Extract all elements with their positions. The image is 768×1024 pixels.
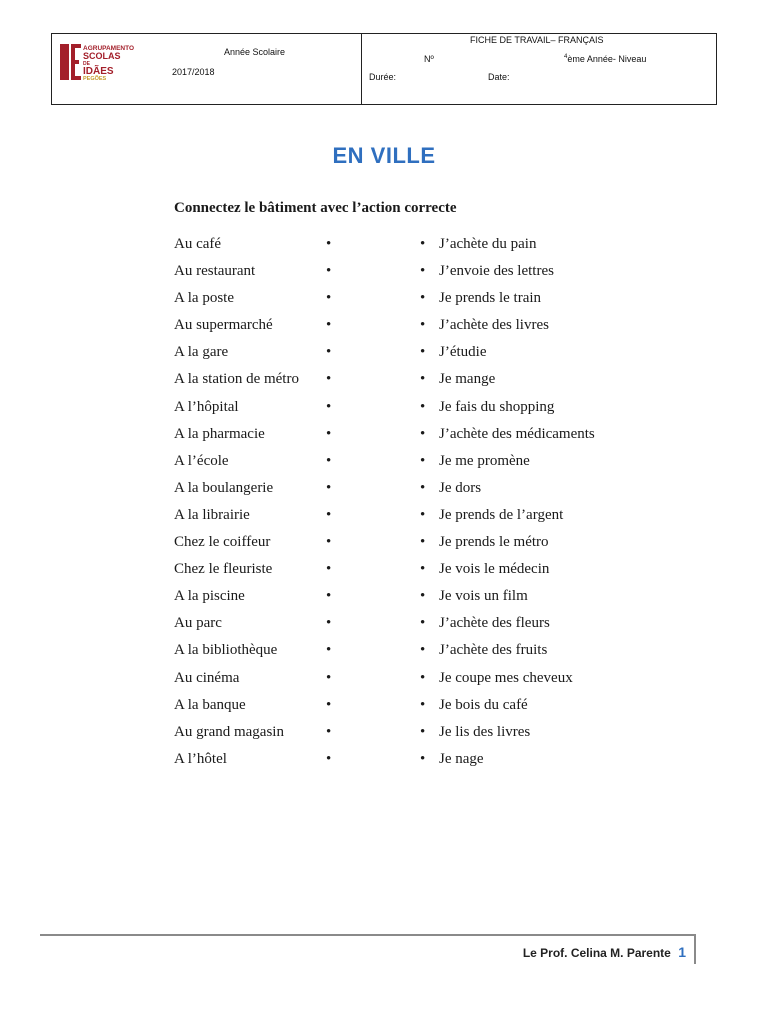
page-number: 1 <box>678 944 686 960</box>
matching-row <box>0 453 768 480</box>
matching-row <box>0 426 768 453</box>
school-year-value: 2017/2018 <box>172 67 215 77</box>
right-bullet: • <box>420 290 426 307</box>
page-title: EN VILLE <box>332 143 436 168</box>
worksheet-title: FICHE DE TRAVAIL– FRANÇAIS <box>470 35 604 45</box>
building-label: Au café <box>174 236 222 252</box>
building-label: A la piscine <box>174 588 245 605</box>
matching-row <box>0 263 768 290</box>
right-bullet: • <box>420 398 426 415</box>
building-label: Au restaurant <box>174 263 256 280</box>
building-label: A la banque <box>174 696 246 713</box>
header-right-cell <box>362 34 716 104</box>
school-logo <box>60 42 135 82</box>
number-label: Nº <box>424 54 434 64</box>
building-label: Au parc <box>174 615 222 632</box>
right-bullet: • <box>420 696 426 713</box>
right-bullet: • <box>420 425 426 442</box>
footer-divider <box>40 934 696 936</box>
right-bullet: • <box>420 588 426 605</box>
right-bullet: • <box>420 479 426 496</box>
right-bullet: • <box>420 371 426 388</box>
school-year-label: Année Scolaire <box>224 47 286 57</box>
action-label: Je prends le métro <box>439 534 549 551</box>
matching-row <box>0 507 768 534</box>
left-bullet: • <box>326 425 332 442</box>
action-label: Je bois du café <box>439 696 528 713</box>
action-label: J’achète du pain <box>439 236 537 252</box>
action-label: J’achète des fruits <box>439 642 548 659</box>
building-label: A l’école <box>174 452 229 469</box>
date-label: Date: <box>488 72 510 82</box>
left-bullet: • <box>326 452 332 469</box>
action-label: Je coupe mes cheveux <box>439 669 573 686</box>
matching-row <box>0 534 768 561</box>
left-bullet: • <box>326 263 332 280</box>
left-bullet: • <box>326 750 332 767</box>
right-bullet: • <box>420 236 426 252</box>
building-label: A la poste <box>174 290 234 307</box>
svg-text:AGRUPAMENTO: AGRUPAMENTO <box>83 45 135 52</box>
header-table <box>51 33 717 105</box>
matching-row <box>0 724 768 751</box>
left-bullet: • <box>326 371 332 388</box>
building-label: A la librairie <box>174 506 250 523</box>
matching-row <box>0 399 768 426</box>
right-bullet: • <box>420 263 426 280</box>
action-label: Je fais du shopping <box>439 398 555 415</box>
action-label: J’envoie des lettres <box>439 263 554 280</box>
matching-row <box>0 344 768 371</box>
svg-text:IDÃES: IDÃES <box>83 66 114 77</box>
matching-row <box>0 317 768 344</box>
action-label: J’achète des livres <box>439 317 549 334</box>
right-bullet: • <box>420 452 426 469</box>
left-bullet: • <box>326 588 332 605</box>
matching-list <box>0 236 768 778</box>
right-bullet: • <box>420 317 426 334</box>
action-label: J’achète des fleurs <box>439 615 550 632</box>
right-bullet: • <box>420 534 426 551</box>
matching-row <box>0 236 768 263</box>
building-label: A la boulangerie <box>174 479 274 496</box>
matching-row <box>0 480 768 507</box>
action-label: Je vois un film <box>439 588 528 605</box>
duration-label: Durée: <box>369 72 397 82</box>
svg-text:SCOLAS: SCOLAS <box>83 51 121 61</box>
building-label: Au cinéma <box>174 669 240 686</box>
action-label: Je vois le médecin <box>439 561 550 578</box>
building-label: Chez le coiffeur <box>174 534 271 551</box>
left-bullet: • <box>326 696 332 713</box>
building-label: A la gare <box>174 344 229 361</box>
left-bullet: • <box>326 534 332 551</box>
right-bullet: • <box>420 344 426 361</box>
left-bullet: • <box>326 615 332 632</box>
right-bullet: • <box>420 669 426 686</box>
building-label: A l’hôpital <box>174 398 239 415</box>
level-superscript: 4 <box>564 54 568 60</box>
building-label: A la pharmacie <box>174 425 265 442</box>
left-bullet: • <box>326 290 332 307</box>
action-label: J’achète des médicaments <box>439 425 595 442</box>
matching-row <box>0 290 768 317</box>
left-bullet: • <box>326 669 332 686</box>
left-bullet: • <box>326 506 332 523</box>
footer-vertical-divider <box>694 936 696 964</box>
footer-author: Le Prof. Celina M. Parente <box>522 946 671 960</box>
matching-row <box>0 615 768 642</box>
building-label: A la bibliothèque <box>174 642 278 659</box>
action-label: Je prends le train <box>439 290 542 307</box>
header-left-cell <box>52 34 362 104</box>
action-label: Je me promène <box>439 452 530 469</box>
level-label: $^4$ème Année- Niveau <box>564 54 647 64</box>
matching-row <box>0 371 768 398</box>
building-label: Au supermarché <box>174 317 273 334</box>
left-bullet: • <box>326 344 332 361</box>
footer <box>523 944 686 960</box>
matching-row <box>0 697 768 724</box>
action-label: Je dors <box>439 479 482 496</box>
building-label: Au grand magasin <box>174 723 284 740</box>
action-label: Je lis des livres <box>439 723 531 740</box>
left-bullet: • <box>326 317 332 334</box>
building-label: Chez le fleuriste <box>174 561 273 578</box>
left-bullet: • <box>326 398 332 415</box>
building-label: A l’hôtel <box>174 750 227 767</box>
left-bullet: • <box>326 236 332 252</box>
svg-text:PEGÕES: PEGÕES <box>83 76 107 82</box>
right-bullet: • <box>420 561 426 578</box>
matching-row <box>0 588 768 615</box>
action-label: Je prends de l’argent <box>439 506 564 523</box>
left-bullet: • <box>326 642 332 659</box>
matching-row <box>0 670 768 697</box>
right-bullet: • <box>420 750 426 767</box>
left-bullet: • <box>326 723 332 740</box>
right-bullet: • <box>420 642 426 659</box>
instruction-text: Connectez le bâtiment avec l’action correcte <box>174 200 457 216</box>
right-bullet: • <box>420 723 426 740</box>
matching-row <box>0 751 768 778</box>
right-bullet: • <box>420 615 426 632</box>
svg-text:DE: DE <box>83 61 90 67</box>
left-bullet: • <box>326 561 332 578</box>
left-bullet: • <box>326 479 332 496</box>
building-label: A la station de métro <box>174 371 299 388</box>
action-label: Je mange <box>439 371 496 388</box>
matching-row <box>0 642 768 669</box>
matching-row <box>0 561 768 588</box>
right-bullet: • <box>420 506 426 523</box>
action-label: J’étudie <box>439 344 487 361</box>
action-label: Je nage <box>439 750 484 767</box>
